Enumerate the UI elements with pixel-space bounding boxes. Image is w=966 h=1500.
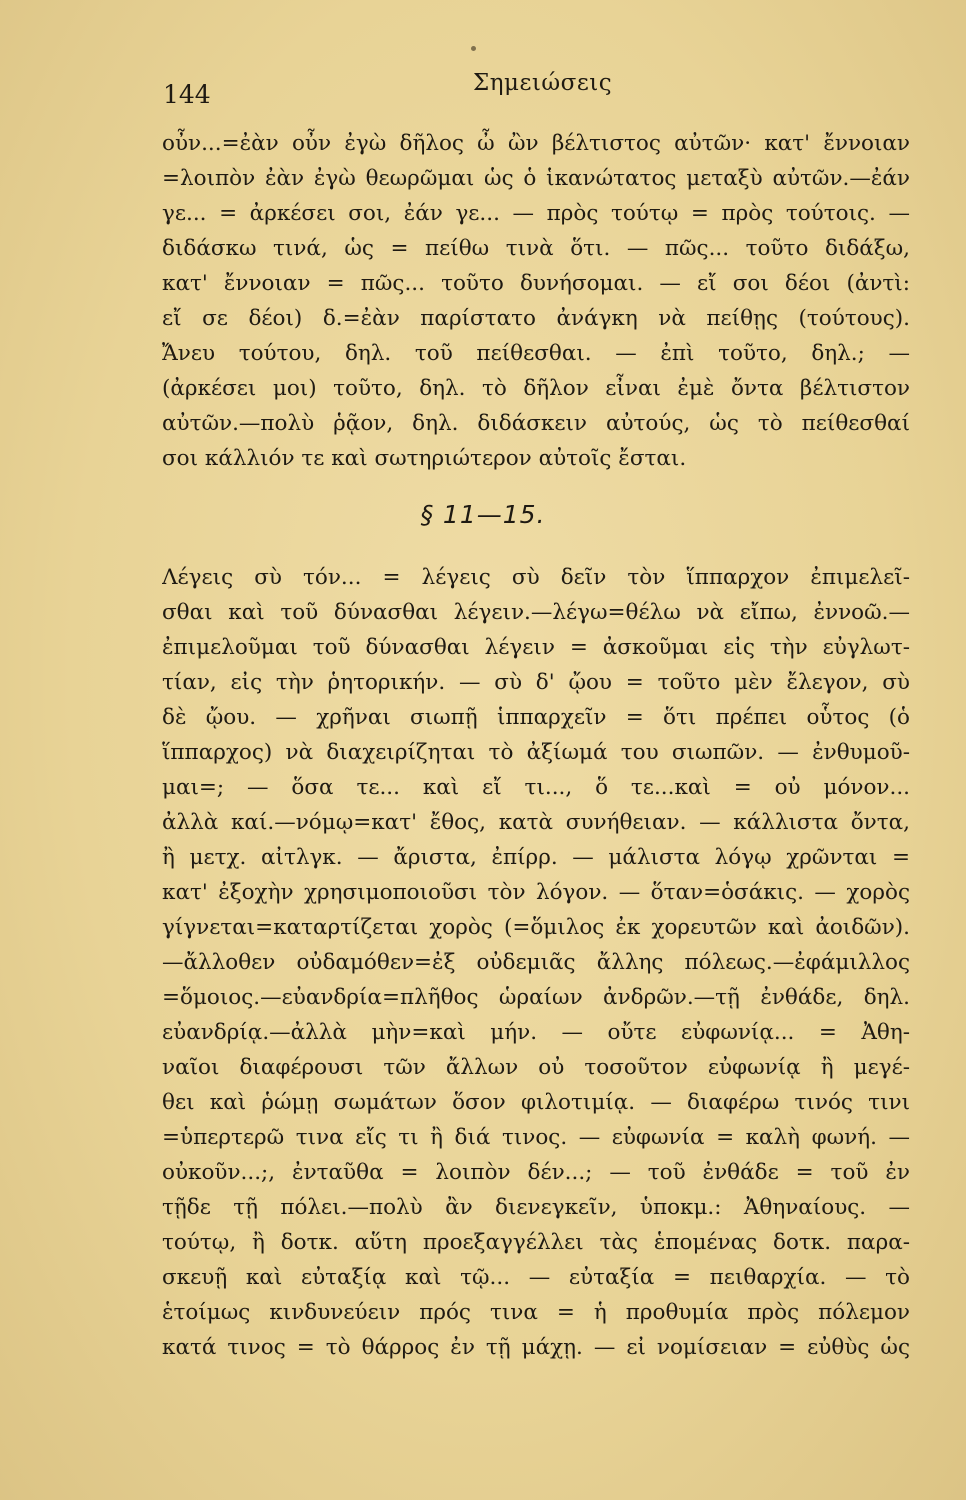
text-line: σοι κάλλιόν τε καὶ σωτηριώτερον αὐτοῖς ἔσται. xyxy=(162,446,687,471)
page-header xyxy=(0,66,966,116)
text-line: γίγνεται=καταρτίζεται χορὸς (=ὅμιλος ἐκ χορευτῶν καὶ ἀοιδῶν). xyxy=(162,915,910,940)
text-line: θει καὶ ῥώμῃ σωμάτων ὅσον φιλοτιμίᾳ. — διαφέρω τινός τινι xyxy=(162,1090,910,1115)
text-line: οὐκοῦν...;, ἐνταῦθα = λοιπὸν δέν...; — τοῦ ἐνθάδε = τοῦ ἐν xyxy=(162,1160,910,1185)
text-line: =λοιπὸν ἐὰν ἐγὼ θεωρῶμαι ὡς ὁ ἱκανώτατος μεταξὺ αὐτῶν.—ἐάν xyxy=(162,166,910,191)
text-line: =ὑπερτερῶ τινα εἴς τι ἢ διά τινος. — εὐφωνία = καλὴ φωνή. — xyxy=(162,1125,910,1150)
ink-speck xyxy=(471,46,476,51)
text-line: τίαν, εἰς τὴν ῥητορικήν. — σὺ δ' ᾤου = τοῦτο μὲν ἔλεγον, σὺ xyxy=(162,670,910,695)
running-head: Σημειώσεις xyxy=(473,70,613,96)
text-line: δὲ ᾤου. — χρῆναι σιωπῇ ἱππαρχεῖν = ὅτι πρέπει οὗτος (ὁ xyxy=(162,705,910,730)
text-line: —ἄλλοθεν οὐδαμόθεν=ἐξ οὐδεμιᾶς ἄλλης πόλεως.—ἐφάμιλλος xyxy=(162,950,910,975)
text-line: μαι=; — ὅσα τε... καὶ εἴ τι..., ὅ τε...καὶ = οὐ μόνον... xyxy=(162,775,910,800)
text-line: οὖν...=ἐὰν οὖν ἐγὼ δῆλος ὦ ὢν βέλτιστος αὐτῶν· κατ' ἔννοιαν xyxy=(162,131,910,156)
text-line: κατ' ἔννοιαν = πῶς... τοῦτο δυνήσομαι. — εἴ σοι δέοι (ἀντὶ: xyxy=(162,271,910,296)
text-line: κατά τινος = τὸ θάρρος ἐν τῇ μάχῃ. — εἰ νομίσειαν = εὐθὺς ὡς xyxy=(162,1335,910,1360)
text-line: ἐπιμελοῦμαι τοῦ δύνασθαι λέγειν = ἀσκοῦμαι εἰς τὴν εὐγλωτ- xyxy=(162,635,910,660)
text-line: ναῖοι διαφέρουσι τῶν ἄλλων οὐ τοσοῦτον εὐφωνίᾳ ἢ μεγέ- xyxy=(162,1055,910,1080)
text-line: (ἀρκέσει μοι) τοῦτο, δηλ. τὸ δῆλον εἶναι ἐμὲ ὄντα βέλτιστον xyxy=(162,376,910,401)
section-heading: § 11—15. xyxy=(420,500,546,529)
text-line: σκευῇ καὶ εὐταξίᾳ καὶ τῷ... — εὐταξία = πειθαρχία. — τὸ xyxy=(162,1265,910,1290)
text-line: αὐτῶν.—πολὺ ῥᾷον, δηλ. διδάσκειν αὐτούς, ὡς τὸ πείθεσθαί xyxy=(162,411,910,436)
text-line: τῇδε τῇ πόλει.—πολὺ ἂν διενεγκεῖν, ὑποκμ.: Ἀθηναίους. — xyxy=(162,1195,910,1220)
text-line: τούτῳ, ἢ δοτκ. αὕτη προεξαγγέλλει τὰς ἑπομένας δοτκ. παρα- xyxy=(162,1230,910,1255)
text-line: εἴ σε δέοι) δ.=ἐὰν παρίστατο ἀνάγκη νὰ πείθῃς (τούτους). xyxy=(162,306,910,331)
text-line: ἀλλὰ καί.—νόμῳ=κατ' ἔθος, κατὰ συνήθειαν. — κάλλιστα ὄντα, xyxy=(162,810,910,835)
text-line: Λέγεις σὺ τόν... = λέγεις σὺ δεῖν τὸν ἵππαρχον ἐπιμελεῖ- xyxy=(162,565,910,590)
text-line: εὐανδρίᾳ.—ἀλλὰ μὴν=καὶ μήν. — οὔτε εὐφωνίᾳ... = Ἀθη- xyxy=(162,1020,910,1045)
text-line: Ἄνευ τούτου, δηλ. τοῦ πείθεσθαι. — ἐπὶ τοῦτο, δηλ.; — xyxy=(162,341,910,366)
text-line: ἑτοίμως κινδυνεύειν πρός τινα = ἡ προθυμία πρὸς πόλεμον xyxy=(162,1300,910,1325)
page-number: 144 xyxy=(163,80,211,109)
notes-paragraph-1 xyxy=(162,126,910,476)
text-line: ἢ μετχ. αἰτλγκ. — ἄριστα, ἐπίρρ. — μάλιστα λόγῳ χρῶνται = xyxy=(162,845,910,870)
text-line: ἵππαρχος) νὰ διαχειρίζηται τὸ ἀξίωμά του σιωπῶν. — ἐνθυμοῦ- xyxy=(162,740,910,765)
text-line: =ὅμοιος.—εὐανδρία=πλῆθος ὡραίων ἀνδρῶν.—τῇ ἐνθάδε, δηλ. xyxy=(162,985,910,1010)
text-line: κατ' ἐξοχὴν χρησιμοποιοῦσι τὸν λόγον. — ὅταν=ὁσάκις. — χορὸς xyxy=(162,880,910,905)
text-line: γε... = ἀρκέσει σοι, ἐάν γε... — πρὸς τούτῳ = πρὸς τούτοις. — xyxy=(162,201,910,226)
text-line: σθαι καὶ τοῦ δύνασθαι λέγειν.—λέγω=θέλω νὰ εἴπω, ἐννοῶ.— xyxy=(162,600,910,625)
text-line: διδάσκω τινά, ὡς = πείθω τινὰ ὅτι. — πῶς... τοῦτο διδάξω, xyxy=(162,236,910,261)
notes-paragraph-2 xyxy=(162,560,910,1365)
